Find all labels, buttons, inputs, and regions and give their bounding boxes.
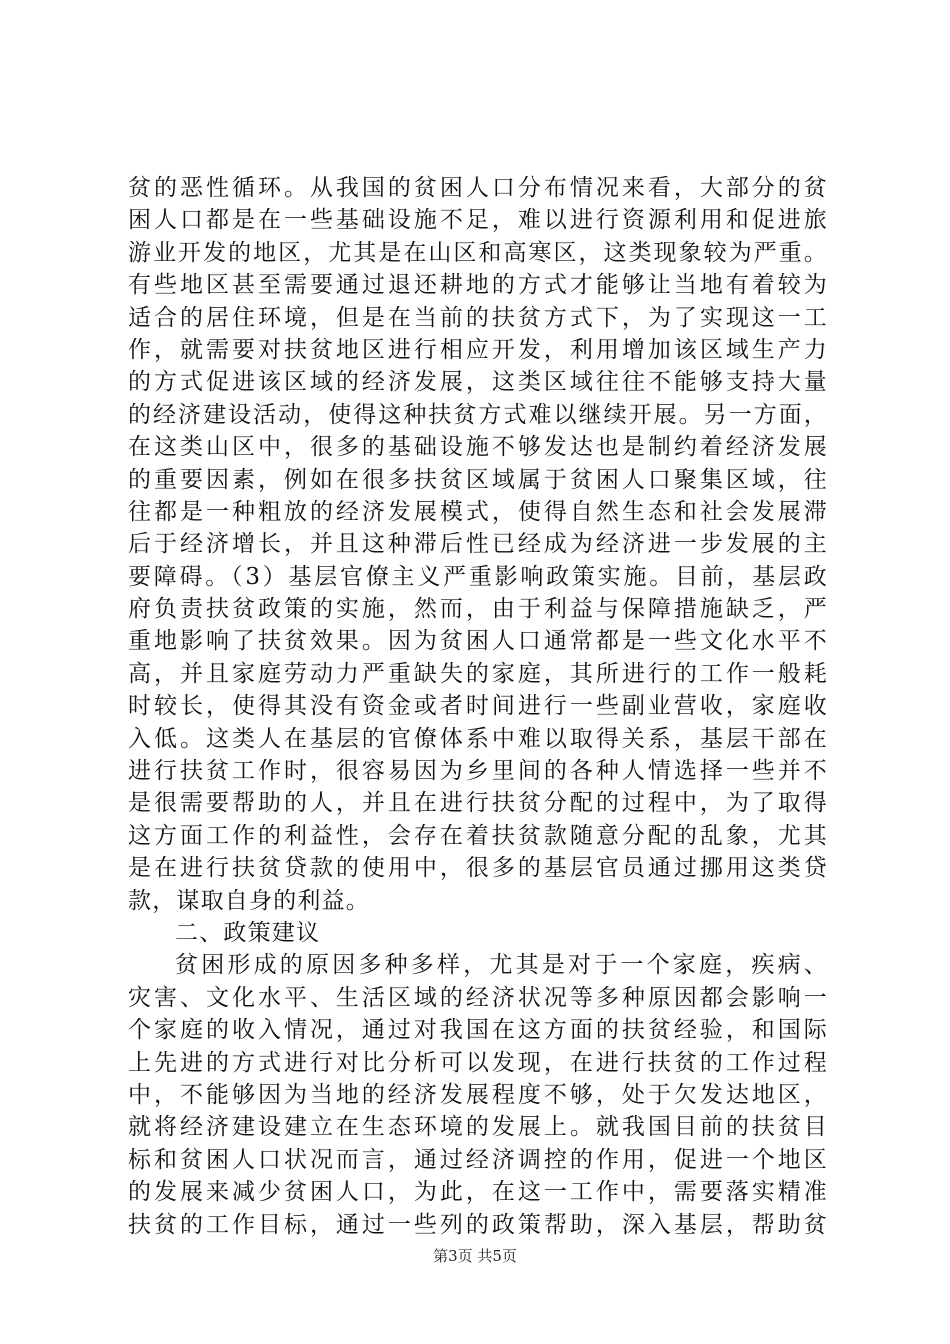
- body-line: 贫的恶性循环。从我国的贫困人口分布情况来看，大部分的贫: [128, 175, 828, 201]
- document-body: [128, 172, 828, 1241]
- body-line: 进行扶贫工作时，很容易因为乡里间的各种人情选择一些并不: [128, 758, 828, 785]
- body-line: 适合的居住环境，但是在当前的扶贫方式下，为了实现这一工: [128, 304, 828, 331]
- body-line: 府负责扶贫政策的实施，然而，由于利益与保障措施缺乏，严: [128, 596, 828, 623]
- paragraph2-line: 灾害、文化水平、生活区域的经济状况等多种原因都会影响一: [128, 984, 828, 1011]
- body-line: 是在进行扶贫贷款的使用中，很多的基层官员通过挪用这类贷: [128, 855, 828, 882]
- body-line: 高，并且家庭劳动力严重缺失的家庭，其所进行的工作一般耗: [128, 660, 828, 687]
- paragraph2-line: 标和贫困人口状况而言，通过经济调控的作用，促进一个地区: [128, 1146, 828, 1173]
- body-line: 往都是一种粗放的经济发展模式，使得自然生态和社会发展滞: [128, 498, 828, 525]
- body-line: 时较长，使得其没有资金或者时间进行一些副业营收，家庭收: [128, 693, 828, 720]
- page-number-footer: 第3页 共5页: [433, 1247, 517, 1265]
- paragraph2-line: 上先进的方式进行对比分析可以发现，在进行扶贫的工作过程: [128, 1049, 828, 1076]
- body-line: 重地影响了扶贫效果。因为贫困人口通常都是一些文化水平不: [128, 628, 828, 655]
- body-line: 后于经济增长，并且这种滞后性已经成为经济进一步发展的主: [128, 531, 828, 558]
- paragraph2-line: 贫困形成的原因多种多样，尤其是对于一个家庭，疾病、: [175, 952, 828, 979]
- paragraph2-line: 中，不能够因为当地的经济发展程度不够，处于欠发达地区，: [128, 1081, 828, 1108]
- body-line: 要障碍。（3）基层官僚主义严重影响政策实施。目前，基层政: [128, 563, 828, 590]
- body-line: 有些地区甚至需要通过退还耕地的方式才能够让当地有着较为: [128, 272, 828, 299]
- body-line: 在这类山区中，很多的基础设施不够发达也是制约着经济发展: [128, 434, 828, 461]
- paragraph2-line: 的发展来减少贫困人口，为此，在这一工作中，需要落实精准: [128, 1179, 828, 1206]
- body-line: 入低。这类人在基层的官僚体系中难以取得关系，基层干部在: [128, 725, 828, 752]
- body-line: 款，谋取自身的利益。: [128, 887, 370, 914]
- section-heading: 二、政策建议: [175, 919, 321, 946]
- body-line: 是很需要帮助的人，并且在进行扶贫分配的过程中，为了取得: [128, 790, 828, 817]
- paragraph2-line: 个家庭的收入情况，通过对我国在这方面的扶贫经验，和国际: [128, 1017, 828, 1044]
- body-line: 的经济建设活动，使得这种扶贫方式难以继续开展。另一方面，: [128, 401, 828, 428]
- body-line: 这方面工作的利益性，会存在着扶贫款随意分配的乱象，尤其: [128, 822, 828, 849]
- paragraph2-line: 扶贫的工作目标，通过一些列的政策帮助，深入基层，帮助贫: [128, 1211, 828, 1238]
- body-line: 游业开发的地区，尤其是在山区和高寒区，这类现象较为严重。: [128, 239, 828, 266]
- body-line: 的重要因素，例如在很多扶贫区域属于贫困人口聚集区域，往: [128, 466, 828, 493]
- body-line: 作，就需要对扶贫地区进行相应开发，利用增加该区域生产力: [128, 336, 828, 363]
- paragraph2-line: 就将经济建设建立在生态环境的发展上。就我国目前的扶贫目: [128, 1114, 828, 1141]
- body-line: 的方式促进该区域的经济发展，这类区域往往不能够支持大量: [128, 369, 828, 396]
- body-line: 困人口都是在一些基础设施不足，难以进行资源利用和促进旅: [128, 207, 828, 234]
